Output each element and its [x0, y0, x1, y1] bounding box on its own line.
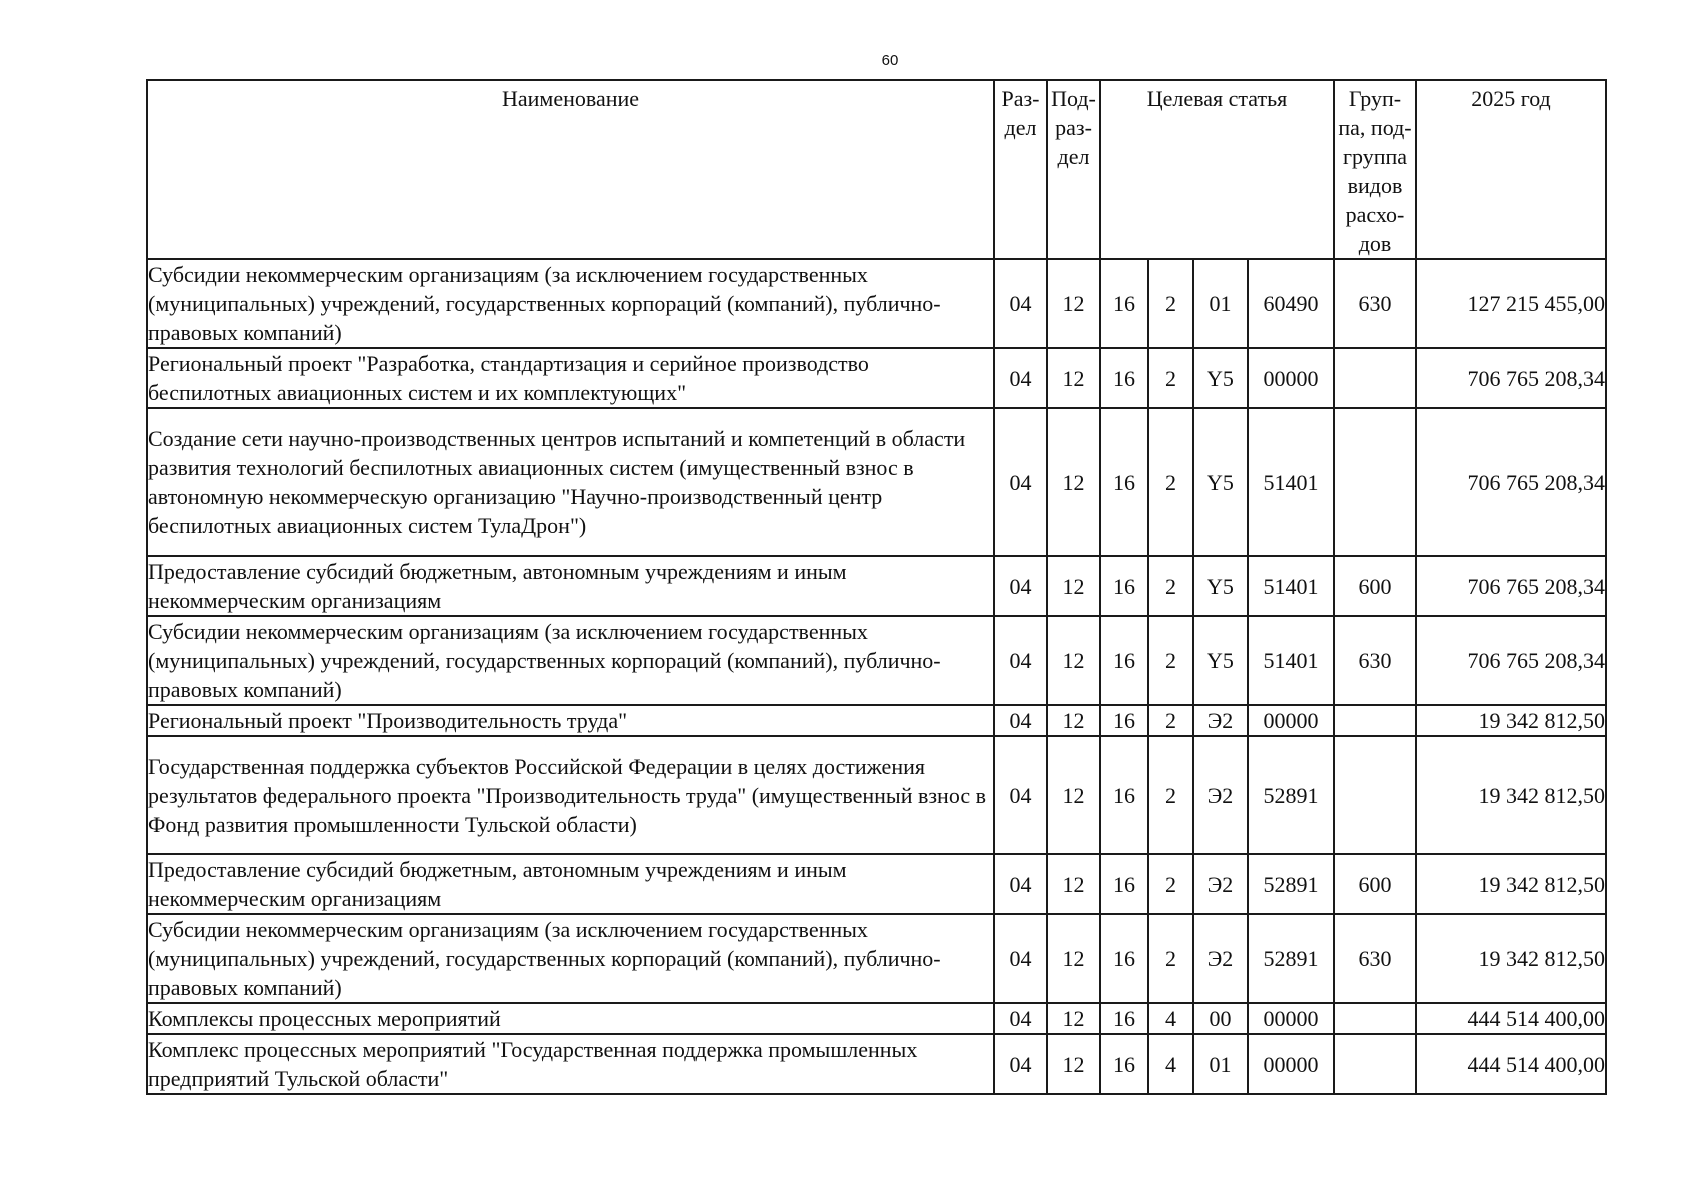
- row-target-article-structure: Y5: [1193, 556, 1248, 616]
- table-body: [147, 259, 1606, 1094]
- row-expense-group: [1334, 705, 1416, 736]
- row-section: 04: [994, 736, 1047, 854]
- row-target-article-structure: Y5: [1193, 616, 1248, 705]
- row-target-article-type: 2: [1148, 616, 1193, 705]
- header-subsection: Под- раз- дел: [1047, 80, 1100, 259]
- header-year: 2025 год: [1416, 80, 1606, 259]
- row-subsection: 12: [1047, 914, 1100, 1003]
- row-target-article-direction: 00000: [1248, 705, 1334, 736]
- row-subsection: 12: [1047, 348, 1100, 408]
- header-section: Раз- дел: [994, 80, 1047, 259]
- row-target-article-program: 16: [1100, 705, 1148, 736]
- row-name: Предоставление субсидий бюджетным, автономным учреждениям и иным некоммерческим организациям: [147, 556, 994, 616]
- row-target-article-direction: 52891: [1248, 914, 1334, 1003]
- row-target-article-program: 16: [1100, 854, 1148, 914]
- row-amount: 444 514 400,00: [1416, 1003, 1606, 1034]
- row-target-article-structure: Э2: [1193, 914, 1248, 1003]
- row-amount: 127 215 455,00: [1416, 259, 1606, 348]
- row-subsection: 12: [1047, 1034, 1100, 1094]
- row-target-article-direction: 00000: [1248, 348, 1334, 408]
- row-section: 04: [994, 1003, 1047, 1034]
- row-target-article-program: 16: [1100, 259, 1148, 348]
- row-amount: 444 514 400,00: [1416, 1034, 1606, 1094]
- row-amount: 706 765 208,34: [1416, 556, 1606, 616]
- row-target-article-type: 2: [1148, 408, 1193, 556]
- row-target-article-direction: 51401: [1248, 556, 1334, 616]
- table-row: [147, 556, 1606, 616]
- row-target-article-type: 2: [1148, 259, 1193, 348]
- table-row: [147, 1034, 1606, 1094]
- row-name: Региональный проект "Разработка, стандартизация и серийное производство беспилотных авиационных систем и их комплектующих": [147, 348, 994, 408]
- row-target-article-direction: 60490: [1248, 259, 1334, 348]
- row-name: Государственная поддержка субъектов Российской Федерации в целях достижения результатов федерального проекта "Производительность труда" (имущественный взнос в Фонд развития промышленности Тульской области): [147, 736, 994, 854]
- header-name: Наименование: [147, 80, 994, 259]
- row-target-article-program: 16: [1100, 408, 1148, 556]
- row-section: 04: [994, 705, 1047, 736]
- row-subsection: 12: [1047, 736, 1100, 854]
- row-subsection: 12: [1047, 1003, 1100, 1034]
- row-target-article-type: 4: [1148, 1034, 1193, 1094]
- table-row: [147, 259, 1606, 348]
- row-target-article-type: 2: [1148, 556, 1193, 616]
- row-target-article-structure: 01: [1193, 1034, 1248, 1094]
- row-target-article-direction: 00000: [1248, 1003, 1334, 1034]
- row-target-article-direction: 00000: [1248, 1034, 1334, 1094]
- row-section: 04: [994, 854, 1047, 914]
- row-expense-group: [1334, 1003, 1416, 1034]
- table-row: [147, 348, 1606, 408]
- row-subsection: 12: [1047, 705, 1100, 736]
- row-target-article-type: 2: [1148, 854, 1193, 914]
- row-target-article-type: 2: [1148, 736, 1193, 854]
- row-subsection: 12: [1047, 259, 1100, 348]
- row-amount: 706 765 208,34: [1416, 408, 1606, 556]
- row-target-article-program: 16: [1100, 616, 1148, 705]
- row-section: 04: [994, 348, 1047, 408]
- row-target-article-type: 4: [1148, 1003, 1193, 1034]
- row-target-article-direction: 51401: [1248, 408, 1334, 556]
- row-name: Предоставление субсидий бюджетным, автономным учреждениям и иным некоммерческим организациям: [147, 854, 994, 914]
- row-target-article-structure: Э2: [1193, 854, 1248, 914]
- row-expense-group: [1334, 408, 1416, 556]
- budget-table: [146, 79, 1607, 1095]
- row-target-article-program: 16: [1100, 736, 1148, 854]
- table-row: [147, 408, 1606, 556]
- row-expense-group: 600: [1334, 854, 1416, 914]
- table-row: [147, 854, 1606, 914]
- row-target-article-program: 16: [1100, 1003, 1148, 1034]
- row-subsection: 12: [1047, 408, 1100, 556]
- row-expense-group: [1334, 348, 1416, 408]
- row-amount: 19 342 812,50: [1416, 914, 1606, 1003]
- row-name: Субсидии некоммерческим организациям (за исключением государственных (муниципальных) учреждений, государственных корпораций (компаний), публично-правовых компаний): [147, 259, 994, 348]
- table-row: [147, 616, 1606, 705]
- row-subsection: 12: [1047, 556, 1100, 616]
- row-section: 04: [994, 1034, 1047, 1094]
- row-expense-group: [1334, 736, 1416, 854]
- row-subsection: 12: [1047, 854, 1100, 914]
- header-expense-group: Груп- па, под- группа видов расхо- дов: [1334, 80, 1416, 259]
- row-amount: 19 342 812,50: [1416, 854, 1606, 914]
- table-header: [147, 80, 1606, 259]
- row-name: Субсидии некоммерческим организациям (за исключением государственных (муниципальных) учреждений, государственных корпораций (компаний), публично-правовых компаний): [147, 914, 994, 1003]
- row-section: 04: [994, 259, 1047, 348]
- row-name: Субсидии некоммерческим организациям (за исключением государственных (муниципальных) учреждений, государственных корпораций (компаний), публично-правовых компаний): [147, 616, 994, 705]
- row-target-article-structure: Y5: [1193, 408, 1248, 556]
- row-target-article-structure: 00: [1193, 1003, 1248, 1034]
- page-number: 60: [881, 52, 899, 69]
- table-row: [147, 1003, 1606, 1034]
- row-target-article-structure: Э2: [1193, 705, 1248, 736]
- table-row: [147, 914, 1606, 1003]
- row-section: 04: [994, 408, 1047, 556]
- table-row: [147, 736, 1606, 854]
- row-amount: 19 342 812,50: [1416, 736, 1606, 854]
- row-name: Создание сети научно-производственных центров испытаний и компетенций в области развития технологий беспилотных авиационных систем (имущественный взнос в автономную некоммерческую организацию "Научно-производственный центр беспилотных авиационных систем ТулаДрон"): [147, 408, 994, 556]
- row-subsection: 12: [1047, 616, 1100, 705]
- row-target-article-type: 2: [1148, 348, 1193, 408]
- row-section: 04: [994, 914, 1047, 1003]
- row-expense-group: 630: [1334, 616, 1416, 705]
- row-amount: 19 342 812,50: [1416, 705, 1606, 736]
- row-target-article-program: 16: [1100, 914, 1148, 1003]
- row-target-article-direction: 52891: [1248, 854, 1334, 914]
- row-name: Комплексы процессных мероприятий: [147, 1003, 994, 1034]
- row-target-article-structure: 01: [1193, 259, 1248, 348]
- row-amount: 706 765 208,34: [1416, 616, 1606, 705]
- row-expense-group: 600: [1334, 556, 1416, 616]
- row-amount: 706 765 208,34: [1416, 348, 1606, 408]
- header-target-article: Целевая статья: [1100, 80, 1334, 259]
- table-row: [147, 705, 1606, 736]
- row-target-article-program: 16: [1100, 1034, 1148, 1094]
- row-target-article-direction: 52891: [1248, 736, 1334, 854]
- row-target-article-structure: Y5: [1193, 348, 1248, 408]
- row-target-article-program: 16: [1100, 348, 1148, 408]
- row-target-article-direction: 51401: [1248, 616, 1334, 705]
- row-expense-group: 630: [1334, 914, 1416, 1003]
- row-section: 04: [994, 616, 1047, 705]
- row-expense-group: 630: [1334, 259, 1416, 348]
- row-section: 04: [994, 556, 1047, 616]
- row-target-article-type: 2: [1148, 705, 1193, 736]
- row-name: Региональный проект "Производительность труда": [147, 705, 994, 736]
- row-expense-group: [1334, 1034, 1416, 1094]
- row-name: Комплекс процессных мероприятий "Государственная поддержка промышленных предприятий Тульской области": [147, 1034, 994, 1094]
- row-target-article-program: 16: [1100, 556, 1148, 616]
- row-target-article-type: 2: [1148, 914, 1193, 1003]
- row-target-article-structure: Э2: [1193, 736, 1248, 854]
